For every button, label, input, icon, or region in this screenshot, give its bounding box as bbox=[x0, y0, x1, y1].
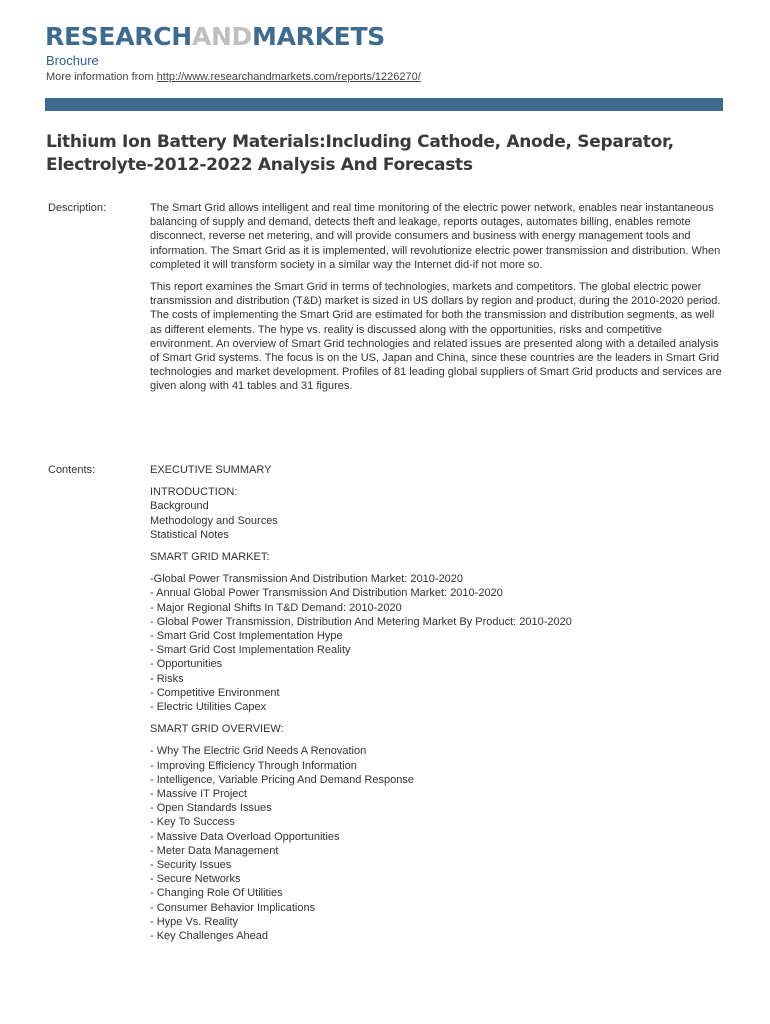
contents-item: - Consumer Behavior Implications bbox=[150, 901, 316, 914]
contents-item: - Key Challenges Ahead bbox=[150, 930, 269, 943]
contents-item: Statistical Notes bbox=[150, 528, 229, 541]
contents-label: Contents: bbox=[48, 464, 96, 476]
contents-item: - Competitive Environment bbox=[150, 686, 280, 699]
contents-item: - Risks bbox=[150, 672, 184, 685]
report-url-link[interactable]: http://www.researchandmarkets.com/reports/1226270/ bbox=[156, 71, 421, 83]
contents-item: -Global Power Transmission And Distribution Market: 2010-2020 bbox=[150, 573, 464, 586]
contents-item: Methodology and Sources bbox=[150, 514, 278, 527]
description-label: Description: bbox=[48, 202, 107, 214]
contents-item: Background bbox=[150, 500, 209, 513]
contents-item: - Massive IT Project bbox=[150, 788, 247, 801]
contents-item: - Meter Data Management bbox=[150, 844, 279, 857]
more-info-line bbox=[46, 70, 421, 84]
contents-item: - Secure Networks bbox=[150, 873, 241, 886]
contents-item: - Annual Global Power Transmission And Distribution Market: 2010-2020 bbox=[150, 587, 503, 600]
contents-item: - Massive Data Overload Opportunities bbox=[150, 830, 340, 843]
contents-item: - Smart Grid Cost Implementation Hype bbox=[150, 630, 343, 643]
contents-item: - Why The Electric Grid Needs A Renovation bbox=[150, 745, 367, 758]
report-title: Lithium Ion Battery Materials:Including Cathode, Anode, Separator, Electrolyte-2012-2022 Analysis And Forecasts bbox=[46, 132, 674, 175]
contents-item: - Changing Role Of Utilities bbox=[150, 887, 283, 900]
brochure-label: Brochure bbox=[46, 53, 99, 68]
logo-text-and: AND bbox=[191, 22, 253, 51]
contents-list bbox=[150, 463, 725, 943]
description-paragraph: The Smart Grid allows intelligent and real time monitoring of the electric power network, enables near instantaneous balancing of supply and demand, detects theft and leakage, reports outages, automates billing, enables remote disconnect, reverse net metering, and will provide consumers and business with energy management tools and information. The Smart Grid as it is implemented, will revolutionize electric power transmission and distribution. When completed it will transform society in a similar way the Internet did-if not more so. bbox=[150, 202, 721, 271]
contents-heading: EXECUTIVE SUMMARY bbox=[150, 464, 272, 476]
header-divider-bar bbox=[45, 98, 723, 111]
description-paragraph: This report examines the Smart Grid in terms of technologies, markets and competitors. The global electric power transmission and distribution (T&D) market is sized in US dollars by region and product, during the 2010-2020 period. The costs of implementing the Smart Grid are estimated for both the transmission and distribution segments, as well as different elements. The hype vs. reality is discussed along with the opportunities, risks and competitive environment. An overview of Smart Grid technologies and related issues are presented along with a detailed analysis of Smart Grid systems. The focus is on the US, Japan and China, since these countries are the leaders in Smart Grid technologies and market development. Profiles of 81 leading global suppliers of Smart Grid products and services are given along with 41 tables and 31 figures. bbox=[150, 281, 722, 393]
contents-heading: INTRODUCTION: bbox=[150, 486, 238, 499]
contents-item: - Hype Vs. Reality bbox=[150, 915, 239, 928]
description-body bbox=[150, 201, 725, 402]
contents-item: - Key To Success bbox=[150, 816, 235, 829]
contents-heading: SMART GRID OVERVIEW: bbox=[150, 723, 284, 736]
contents-body bbox=[150, 463, 725, 943]
contents-item: - Electric Utilities Capex bbox=[150, 701, 267, 714]
contents-item: - Open Standards Issues bbox=[150, 802, 272, 815]
contents-item: - Intelligence, Variable Pricing And Demand Response bbox=[150, 773, 414, 786]
logo-text-markets: MARKETS bbox=[252, 22, 385, 51]
contents-item: - Global Power Transmission, Distribution And Metering Market By Product: 2010-2020 bbox=[150, 615, 572, 628]
contents-item: - Improving Efficiency Through Information bbox=[150, 759, 357, 772]
contents-item: - Security Issues bbox=[150, 859, 232, 872]
more-info-prefix: More information from bbox=[46, 71, 157, 83]
contents-item: - Major Regional Shifts In T&D Demand: 2010-2020 bbox=[150, 601, 402, 614]
logo-text-research: RESEARCH bbox=[45, 22, 192, 51]
researchandmarkets-logo[interactable] bbox=[45, 22, 385, 52]
contents-item: - Opportunities bbox=[150, 658, 223, 671]
contents-item: - Smart Grid Cost Implementation Reality bbox=[150, 644, 351, 657]
contents-heading: SMART GRID MARKET: bbox=[150, 551, 270, 564]
